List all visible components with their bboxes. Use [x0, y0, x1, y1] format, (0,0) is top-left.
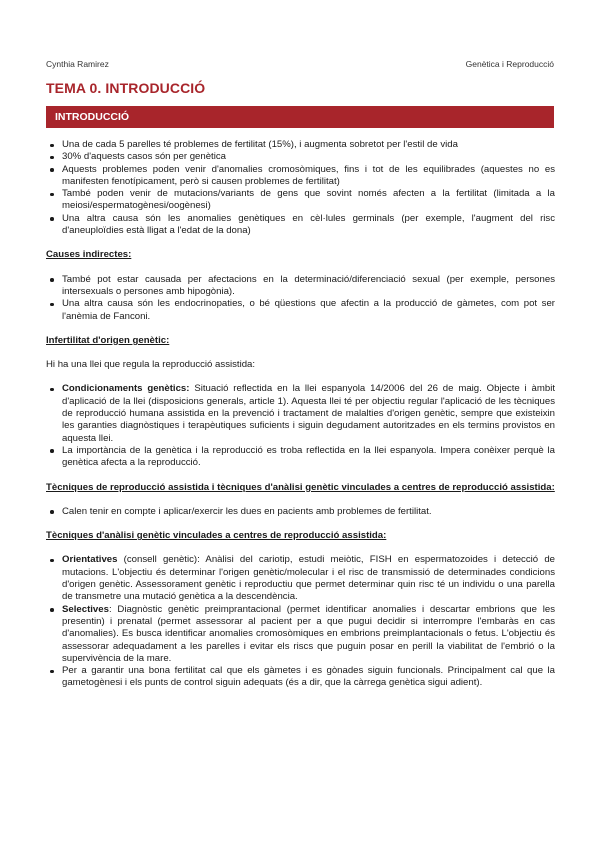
- header-course: Genètica i Reproducció: [465, 59, 554, 69]
- list-item: Calen tenir en compte i aplicar/exercir les dues en pacients amb problemes de fertilitat.: [62, 506, 555, 518]
- section-band: INTRODUCCIÓ: [46, 106, 554, 128]
- header-author: Cynthia Ramirez: [46, 59, 109, 69]
- document-body: [46, 139, 555, 690]
- analysis-list: [46, 554, 555, 689]
- list-item: [62, 445, 555, 470]
- list-item: [62, 665, 555, 690]
- list-item: Aquests problemes poden venir d'anomalies cromosòmiques, fins i tot de les equilibrades (aquestes no es manifesten fenotípicament, però si causen problemes de fertilitat): [62, 163, 555, 187]
- techniques-list: [46, 506, 555, 518]
- list-item: [62, 554, 555, 603]
- analysis-heading: Tècniques d'anàlisi genètic vinculades a centres de reproducció assistida:: [46, 530, 387, 542]
- list-item: Una de cada 5 parelles té problemes de fertilitat (15%), i augmenta sobretot per l'estil de vida: [62, 139, 555, 151]
- term-text: (consell genètic): Anàlisi del cariotip, estudi meiòtic, FISH en espermatozoides i detecció de mutacions. L'objectiu és determinar l'origen genètic/molecular i el risc de transmissió de determinades condicions d'origen genètic. Assessorament genètic i reproductiu que permet determinar quin risc té un individu o una parella de transmetre una mutació genètica a la descendència.: [62, 554, 555, 603]
- list-item: També pot estar causada per afectacions en la determinació/diferenciació sexual (per exemple, persones intersexuals o persones amb hipogònia).: [62, 273, 555, 297]
- infertility-heading: Infertilitat d'origen genètic:: [46, 334, 170, 346]
- term-text: Situació reflectida en la llei espanyola 14/2006 del 26 de maig. Objecte i àmbit d'aplicació de la llei (disposicions generals, article 1). Aquesta llei té per objectiu regular l'aplicació de les tècniques de reproducció humana assistida en la prevenció i tractament de malalties d'origen genètic, sempre que existeixin les garanties diagnòstiques i terapèutiques suficients i siguin degudament autoritzades en els termins provistos en aquesta llei.: [62, 383, 555, 444]
- term-text: La importància de la genètica i la reproducció es troba reflectida en la llei espanyola. Impera conèixer perquè la genètica afecta a la reproducció.: [62, 444, 555, 469]
- term-label: Condicionaments genètics:: [62, 383, 190, 395]
- term-label: Selectives: [62, 603, 109, 615]
- term-text: Per a garantir una bona fertilitat cal que els gàmetes i es gònades siguin funcionals. Principalment cal que la gametogènesi i els punts de control siguin adequats (és a dir, que la càrrega genètica sigui adient).: [62, 665, 555, 689]
- causes-heading: Causes indirectes:: [46, 249, 132, 261]
- techniques-heading: Tècniques de reproducció assistida i tècniques d'anàlisi genètic vinculades a centres de reproducció assistida:: [46, 481, 555, 493]
- list-item: També poden venir de mutacions/variants de gens que sovint només afecten a la fertilitat (limitada a la meiosi/espermatogènesi/oogènesi): [62, 188, 555, 212]
- term-label: Orientatives: [62, 554, 118, 566]
- list-item: [62, 604, 555, 665]
- term-text: : Diagnòstic genètic preimprantacional (permet identificar anomalies i descartar embrions que les presentin) i prenatal (permet assessorar al pacient per a que pugui decidir si interrompre l'embaràs en cas d'anomalies). Es busca identificar anomalies cromosòmiques en embrions preimplantacionals o fetus. L'objectiu és assessorar adequadament a les parelles i evitar els riscs que puguin posar en perill la viabilitat de l'embrió o la supervivència de la mare.: [62, 603, 555, 664]
- causes-list: [46, 274, 555, 323]
- list-item: Una altra causa són les anomalies genètiques en cèl·lules germinals (per exemple, l'augment del risc d'aneuploïdies està lligat a l'edat de la dona): [62, 212, 555, 237]
- intro-list: [46, 139, 555, 237]
- infertility-intro: Hi ha una llei que regula la reproducció assistida:: [46, 359, 256, 371]
- page-title: TEMA 0. INTRODUCCIÓ: [46, 80, 206, 96]
- list-item: 30% d'aquests casos són per genètica: [62, 151, 555, 163]
- infertility-list: [46, 383, 555, 469]
- list-item: Una altra causa són les endocrinopaties, o bé qüestions que afectin a la producció de gàmetes, com pot ser l'anèmia de Fanconi.: [62, 298, 555, 322]
- list-item: [62, 383, 555, 444]
